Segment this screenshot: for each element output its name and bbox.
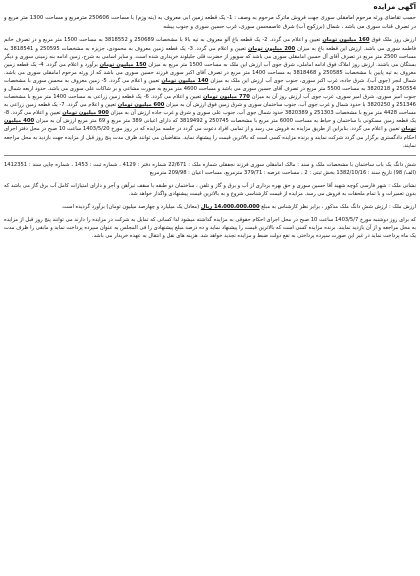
value-text-b: (معادل یک میلیارد و چهارصد میلیون تومان) برآورد گردیده است. [61, 204, 200, 211]
item-5-text: تعیین و اعلام می گردد. 6- یک قطعه زمین زراعی به مساحت 1400 متر مربع با مشخصات 251346 و 3820250 با حدود شمال و غرب جوی آب، جنوب ساختمان سوری و شرق زمین فوق ارزش آن به میزان [4, 94, 416, 109]
second-notice-value [4, 203, 416, 211]
item-6-value: 600 میلیون تومان [117, 102, 165, 109]
item-5-value: 770 میلیون تومان [202, 94, 250, 101]
item-2-text: تعیین و اعلام می گردد. 3- یک قطعه زمین معروف به محمودی، جزیزه به مشخصات 250595 و 3818541 به مساحت 2500 متر مربع در تصرف آقای آل حسین امامقلی سوری می باشد که سوپور از حضرت قلی جلیلوند خریداری شده است. و سایر اسامی به شرح، زمین ادامه بنه زمینی سوری و دیگر بستگان می باشند. ارزش روز املاک فوق ادامه اماملی، شرق جوی آب ارزش این ملک به مساحت 1500 متر مربع به میزان [4, 45, 416, 68]
property-list [4, 36, 416, 149]
item-2-value: 200 میلیون تومان [247, 45, 296, 52]
notice-intro: حسب تقاضای ورثه مرحوم امامقلی سوری جهت فروش ماترک مرحوم به وصف : 1- یک قطعه زمین ابی معروف به (بنه وزم) با مساحت 250606 مترمربع و مساحت 1300 متر مربع و در تصرف قنات سوری می باشد ، شمال (برزکوچ آب) شرق عاصمحسن سوری، غرب حسین سوری و جنوب بیشه [4, 15, 416, 30]
notice-title: آگهی مزایده [373, 3, 416, 11]
item-3-text: برآورد و اعلام می گردد. 4- یک قطعه زمین معروف به تپه پایین با مشخصات 250585 و 3818468 به مساحت 1400 متر مربع در تصرف آقای اکبر سوری فرزند حسین سوری می باشد که از ورثه مرحوم امامقلی سوری می باشد. شمال لنجر (جوی آب)، شرق جاده، غرب اکبر سوری، جنوب جوی آب ارزش این ملک به میزان [4, 61, 417, 84]
second-notice-intro: شش دانگ یک باب ساختمان با مشخصات ملک و سند : مالک امامقلی سوری فرزند نجفقلی شماره ملک : 22/671 شماره دفتر : 4129 ، شماره ثبت : 1453 ، شماره چاپی سند : 1412351 (الف/ 98) تاریخ سند : 1382/10/16 بخش ثبتی : 2 ، مساحت عرصه : 379/71 مترمربع، مساحت اعیان : 209/98 مترمربع [4, 161, 417, 176]
value-text: ارزش ملک : ارزش شش دانگ ملک مذکور ، برابر نظر کارشناس به مبلغ [261, 204, 416, 211]
item-4-text: تعیین و اعلام می گردد. 5- زمین معروف به محسن سوری با مشخصات 250554 و 3820218 به مساحت 5500 متر مربع در تصرف آقای حسین سوری می باشد و مساحت 4600 متر مربع به صورت مشاعی و بر شاکات علی سوری می باشد. حدود اربعه شمال و جنوب امیر سوری، شرق امیر سوری، غرب جوی آب ارزش روز آن به میزان [4, 77, 417, 101]
item-3-value: 150 میلیون تومان [99, 61, 147, 68]
auction-details: که برای روز دوشنبه مورخ 1403/5/7 ساعت 10 صبح در محل اجرای احکام حقوقی به مزایده گذاشته میشود لذا کسانی که تمایل به شرکت در مزایده را دارند می توانند پنج روز قبل از مزایده به محل مراجعه و از آن بازدید نمایند. برنده مزایده کسی است که بالاترین قیمت را پیشنهاد نماید و ده درصد مبلغ پیشنهادی را فی المجلس به عنوان سپرده پرداخت نماید و مابقی را ظرف مدت یک ماه پرداخت نماید در غیر این صورت سپرده پرداختی به نفع دولت ضبط و مزایده تجدید خواهد شد. هزینه های نقل و انتقال به عهده خریدار می باشد. [4, 217, 416, 240]
second-notice-detail: نشانی ملک : شهر فارسی کوچه شهید آقا حسین سوری و حق بهره برداری از آب و برق و گاز و تلفن ، ساختمان دو طبقه با سقف تیرآهن و آجر و دارای امتیازات کامل آب برق گاز می باشد که بدون تعمیرات و با تمام ملحقات به فروش می رسد. مزایده از قیمت کارشناسی شروع و به بالاترین قیمت پیشنهادی واگذار خواهد شد. [4, 182, 416, 197]
item-8-value: 400 میلیون تومان [4, 118, 416, 133]
item-7-text: تعیین و اعلام می گردد. 8- یک قطعه زمین مسکونی با ساختمان و حیاط به مساحت 6000 متر مربع با مشخصات 250745 و 3819492 که دارای اعیانی 389 متر مربع و 69 متر مربع ارزش آن به میزان [4, 110, 417, 125]
item-6-text: تعیین و اعلام می گردد. 7- یک قطعه زمین زراعی به مساحت 4428 متر مربع با مشخصات 251303 و 3820389 حدود شمال جوی آب، جنوب علی سوری و شرق و غرب جاده ارزش آن به میزان [4, 102, 416, 117]
item-4-value: 140 میلیون تومان [161, 77, 209, 84]
item-1-text-b: تعیین و اعلام می گردد. 2- یک قطعه باغ آلو معروف به تپه بالا با مشخصات 250689 و 3818552 به مساحت 1500 متر مربع و در تصرف خانم فاطمه سوری می باشد. ارزش این قطعه باغ به میزان [4, 37, 416, 52]
item-1-value: 160 میلیون تومان [322, 37, 370, 44]
section-divider [4, 155, 416, 156]
value-amount: 14،000،000،000 ریال [200, 204, 260, 211]
item-8-text: تعیین و اعلام می گردد. بنابراین از طریق مزایده به فروش می رسد و از تمامی افراد دعوت می گردد در جلسه مزایده که در روز مورخ 1403/5/20 ساعت 10 صبح در محل دفتر اجرای احکام دادگستری برگزار می گردد شرکت نمایند و برنده مزایده کسی است که بالاترین قیمت را پیشنهاد نماید. متقاضیان می توانند ظرف مدت پنج روز قبل از مزایده جهت بازدید به محل مراجعه نمایند. [4, 126, 416, 149]
item-1-text: ارزش روز ملک فوق [371, 37, 416, 44]
item-7-value: 900 میلیون تومان [62, 110, 109, 117]
